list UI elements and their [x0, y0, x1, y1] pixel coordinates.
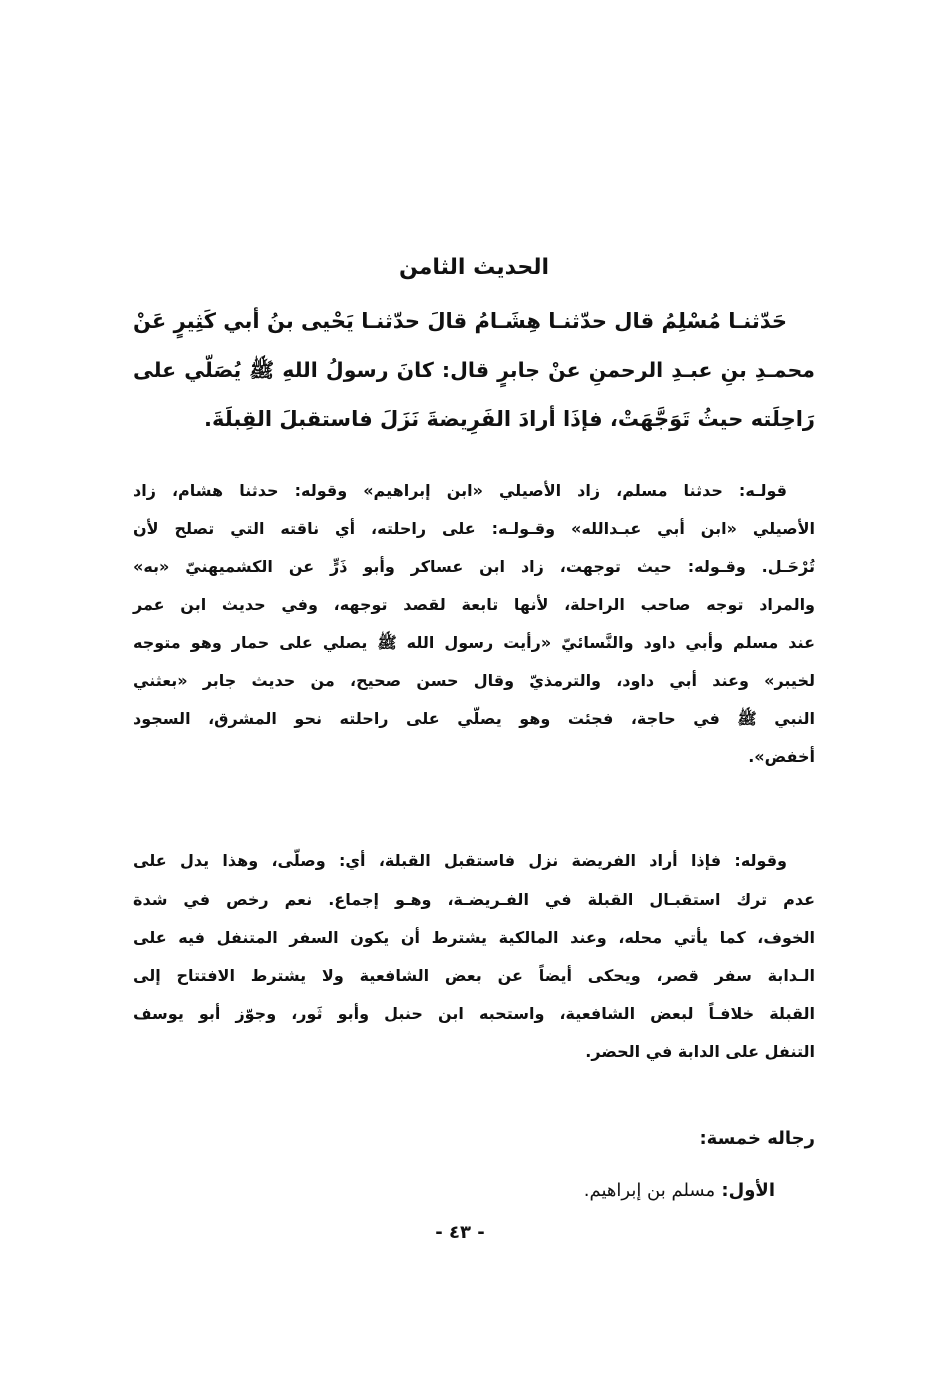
commentary-line: والمراد توجه صاحب الراحلة، لأنها تابعة لقصد توجهه، وفي حديث ابن عمر — [133, 595, 815, 614]
commentary-line: النبي ﷺ في حاجة، فجئت وهو يصلّي على راحلته نحو المشرق، السجود — [133, 709, 815, 728]
commentary-line: لخيبر» وعند أبي داود، والترمذيّ وقال حسن صحيح، من حديث جابر «بعثني — [133, 671, 815, 690]
commentary-line: الخوف، كما يأتي محله، وعند المالكية يشترط أن يكون السفر المتنفل فيه على — [133, 928, 815, 947]
hadith-line: محمـدِ بنِ عبـدِ الرحمنِ عنْ جابرٍ قال: كانَ رسولُ اللهِ ﷺ يُصَلّي على — [133, 358, 815, 382]
commentary-line: وقوله: فإذا أراد الفريضة نزل فاستقبل القبلة، أي: وصلّى، وهذا يدل على — [133, 851, 787, 870]
commentary-line: قولـه: حدثنا مسلم، زاد الأصيلي «ابن إبراهيم» وقوله: حدثنا هشام، زاد — [133, 481, 787, 500]
commentary-line: القبلة خلافـاً لبعض الشافعية، واستحبه ابن حنبل وأبو ثَور، وجوّز أبو يوسف — [133, 1004, 815, 1023]
commentary-line: تُرْحَـل. وقـوله: حيث توجهت، زاد ابن عساكر وأبو ذَرٍّ عن الكشميهنيّ «به» — [133, 557, 815, 576]
first-narrator-name: مسلم بن إبراهيم. — [583, 1180, 716, 1201]
commentary-line: الـدابة سفر قصر، ويحكى أيضاً عن بعض الشافعية ولا يشترط الافتتاح إلى — [133, 966, 815, 985]
hadith-line: رَاحِلَته حيثُ تَوَجَّهَتْ، فإذَا أرادَ الفَرِيضةَ نَزَلَ فاستقبلَ القِبلَةَ. — [204, 407, 815, 431]
narrators-heading: رجاله خمسة: — [699, 1128, 815, 1149]
hadith-heading: الحديث الثامن — [398, 255, 550, 280]
page-number: - ٤٣ - — [435, 1222, 485, 1243]
first-narrator — [584, 1180, 775, 1201]
hadith-line: حَدّثنـا مُسْلِمُ قال حدّثنـا هِشَـامُ قالَ حدّثنـا يَحْيى بنُ أبي كَثِيرٍ عَنْ — [133, 309, 787, 333]
commentary-line: أخفض». — [748, 747, 815, 766]
commentary-line: عدم ترك استقبـال القبلة في الفـريضـة، وهـو إجماع. نعم رخص في شدة — [133, 890, 815, 909]
commentary-line: التنفل على الدابة في الحضر. — [585, 1042, 815, 1061]
commentary-line: عند مسلم وأبي داود والنَّسائيّ «رأيت رسول الله ﷺ يصلي على حمار وهو متوجه — [133, 633, 815, 652]
commentary-line: الأصيلي «ابن أبي عبـدالله» وقـولـه: على راحلته، أي ناقته التي تصلح لأن — [133, 519, 815, 538]
first-narrator-label: الأول: — [721, 1180, 775, 1201]
